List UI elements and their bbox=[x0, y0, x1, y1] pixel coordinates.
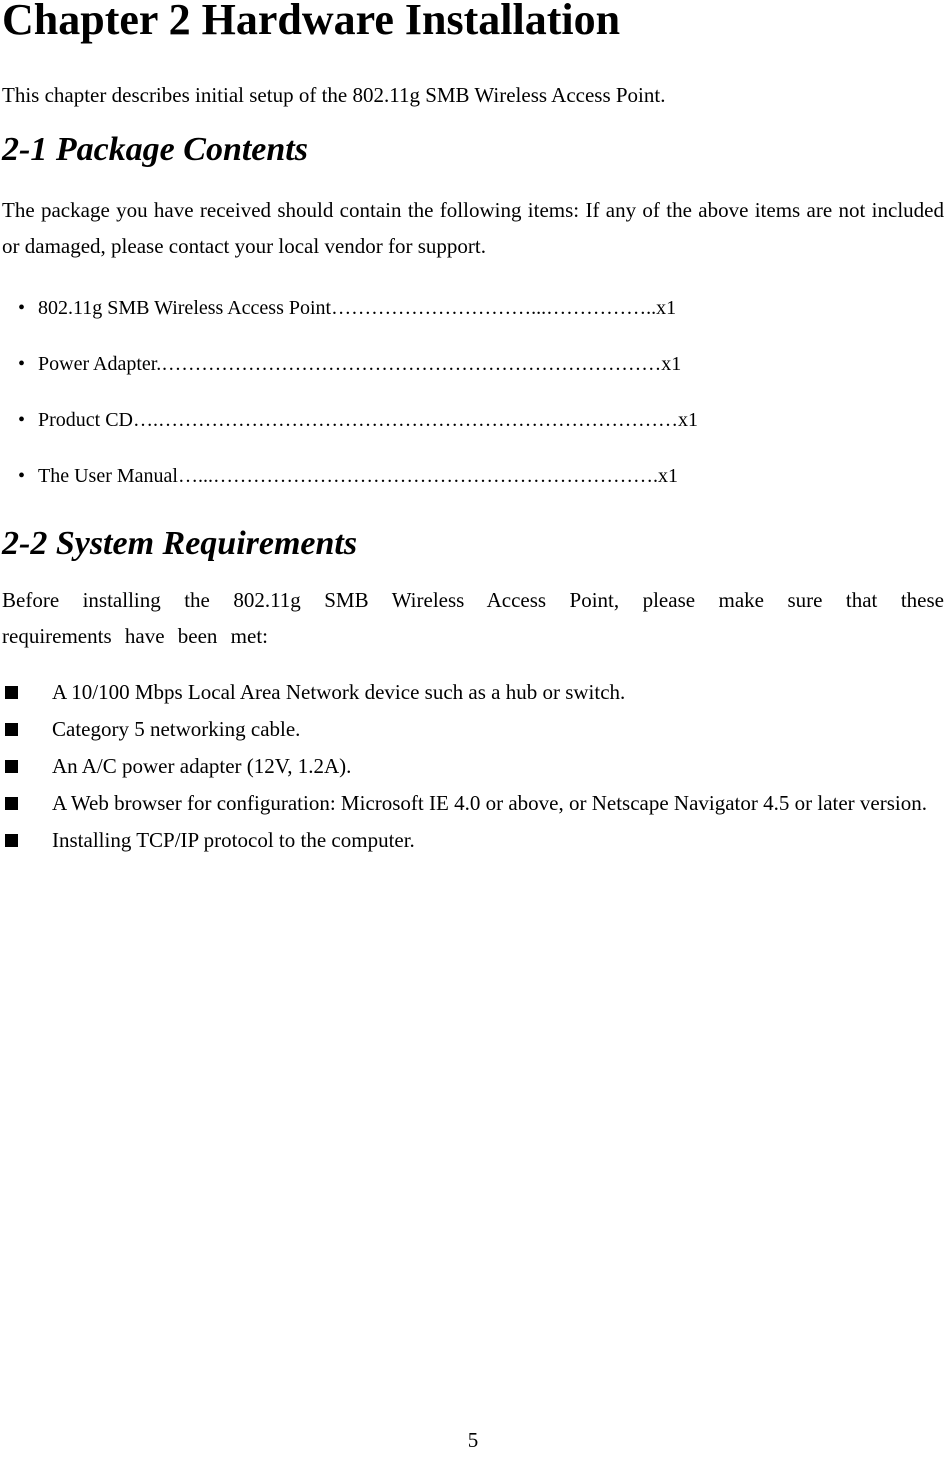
list-item bbox=[0, 674, 946, 711]
section-title-package-contents: 2-1 Package Contents bbox=[2, 131, 308, 168]
package-item-text: Product CD….……………………………………………………………………x1 bbox=[38, 409, 698, 431]
section-title-system-requirements: 2-2 System Requirements bbox=[2, 525, 358, 562]
requirement-text: A Web browser for configuration: Microsoft IE 4.0 or above, or Netscape Navigator 4.5 or later version. bbox=[52, 791, 927, 815]
bullet-dot: • bbox=[18, 409, 26, 431]
list-item bbox=[0, 785, 946, 822]
package-item-text: 802.11g SMB Wireless Access Point…………………………...……………..x1 bbox=[38, 297, 677, 319]
list-item bbox=[0, 822, 946, 859]
bullet-dot: • bbox=[18, 465, 26, 487]
requirement-text: A 10/100 Mbps Local Area Network device such as a hub or switch. bbox=[52, 680, 626, 704]
square-bullet-icon bbox=[5, 723, 18, 736]
package-item-text: Power Adapter.…………………………………………………………………x1 bbox=[38, 353, 682, 375]
system-requirements-paragraph: Before installing the 802.11g SMB Wireless Access Point, please make sure that these requirements have been met: bbox=[2, 588, 944, 648]
bullet-dot: • bbox=[18, 353, 26, 375]
square-bullet-icon bbox=[5, 760, 18, 773]
square-bullet-icon bbox=[5, 686, 18, 699]
bullet-dot: • bbox=[18, 297, 26, 319]
page-number: 5 bbox=[467, 1428, 479, 1452]
system-requirements-list bbox=[0, 674, 946, 859]
list-item bbox=[0, 711, 946, 748]
chapter-intro: This chapter describes initial setup of the 802.11g SMB Wireless Access Point. bbox=[2, 83, 666, 107]
requirement-text: Installing TCP/IP protocol to the computer. bbox=[52, 828, 415, 852]
requirement-text: Category 5 networking cable. bbox=[52, 717, 301, 741]
square-bullet-icon bbox=[5, 834, 18, 847]
chapter-title: Chapter 2 Hardware Installation bbox=[2, 0, 621, 44]
package-contents-paragraph: The package you have received should contain the following items: If any of the above items are not included or damaged, please contact your local vendor for support. bbox=[2, 198, 944, 258]
list-item bbox=[0, 748, 946, 785]
requirement-text: An A/C power adapter (12V, 1.2A). bbox=[52, 754, 352, 778]
square-bullet-icon bbox=[5, 797, 18, 810]
package-item-text: The User Manual…...………………………………………………………….x1 bbox=[38, 465, 678, 487]
